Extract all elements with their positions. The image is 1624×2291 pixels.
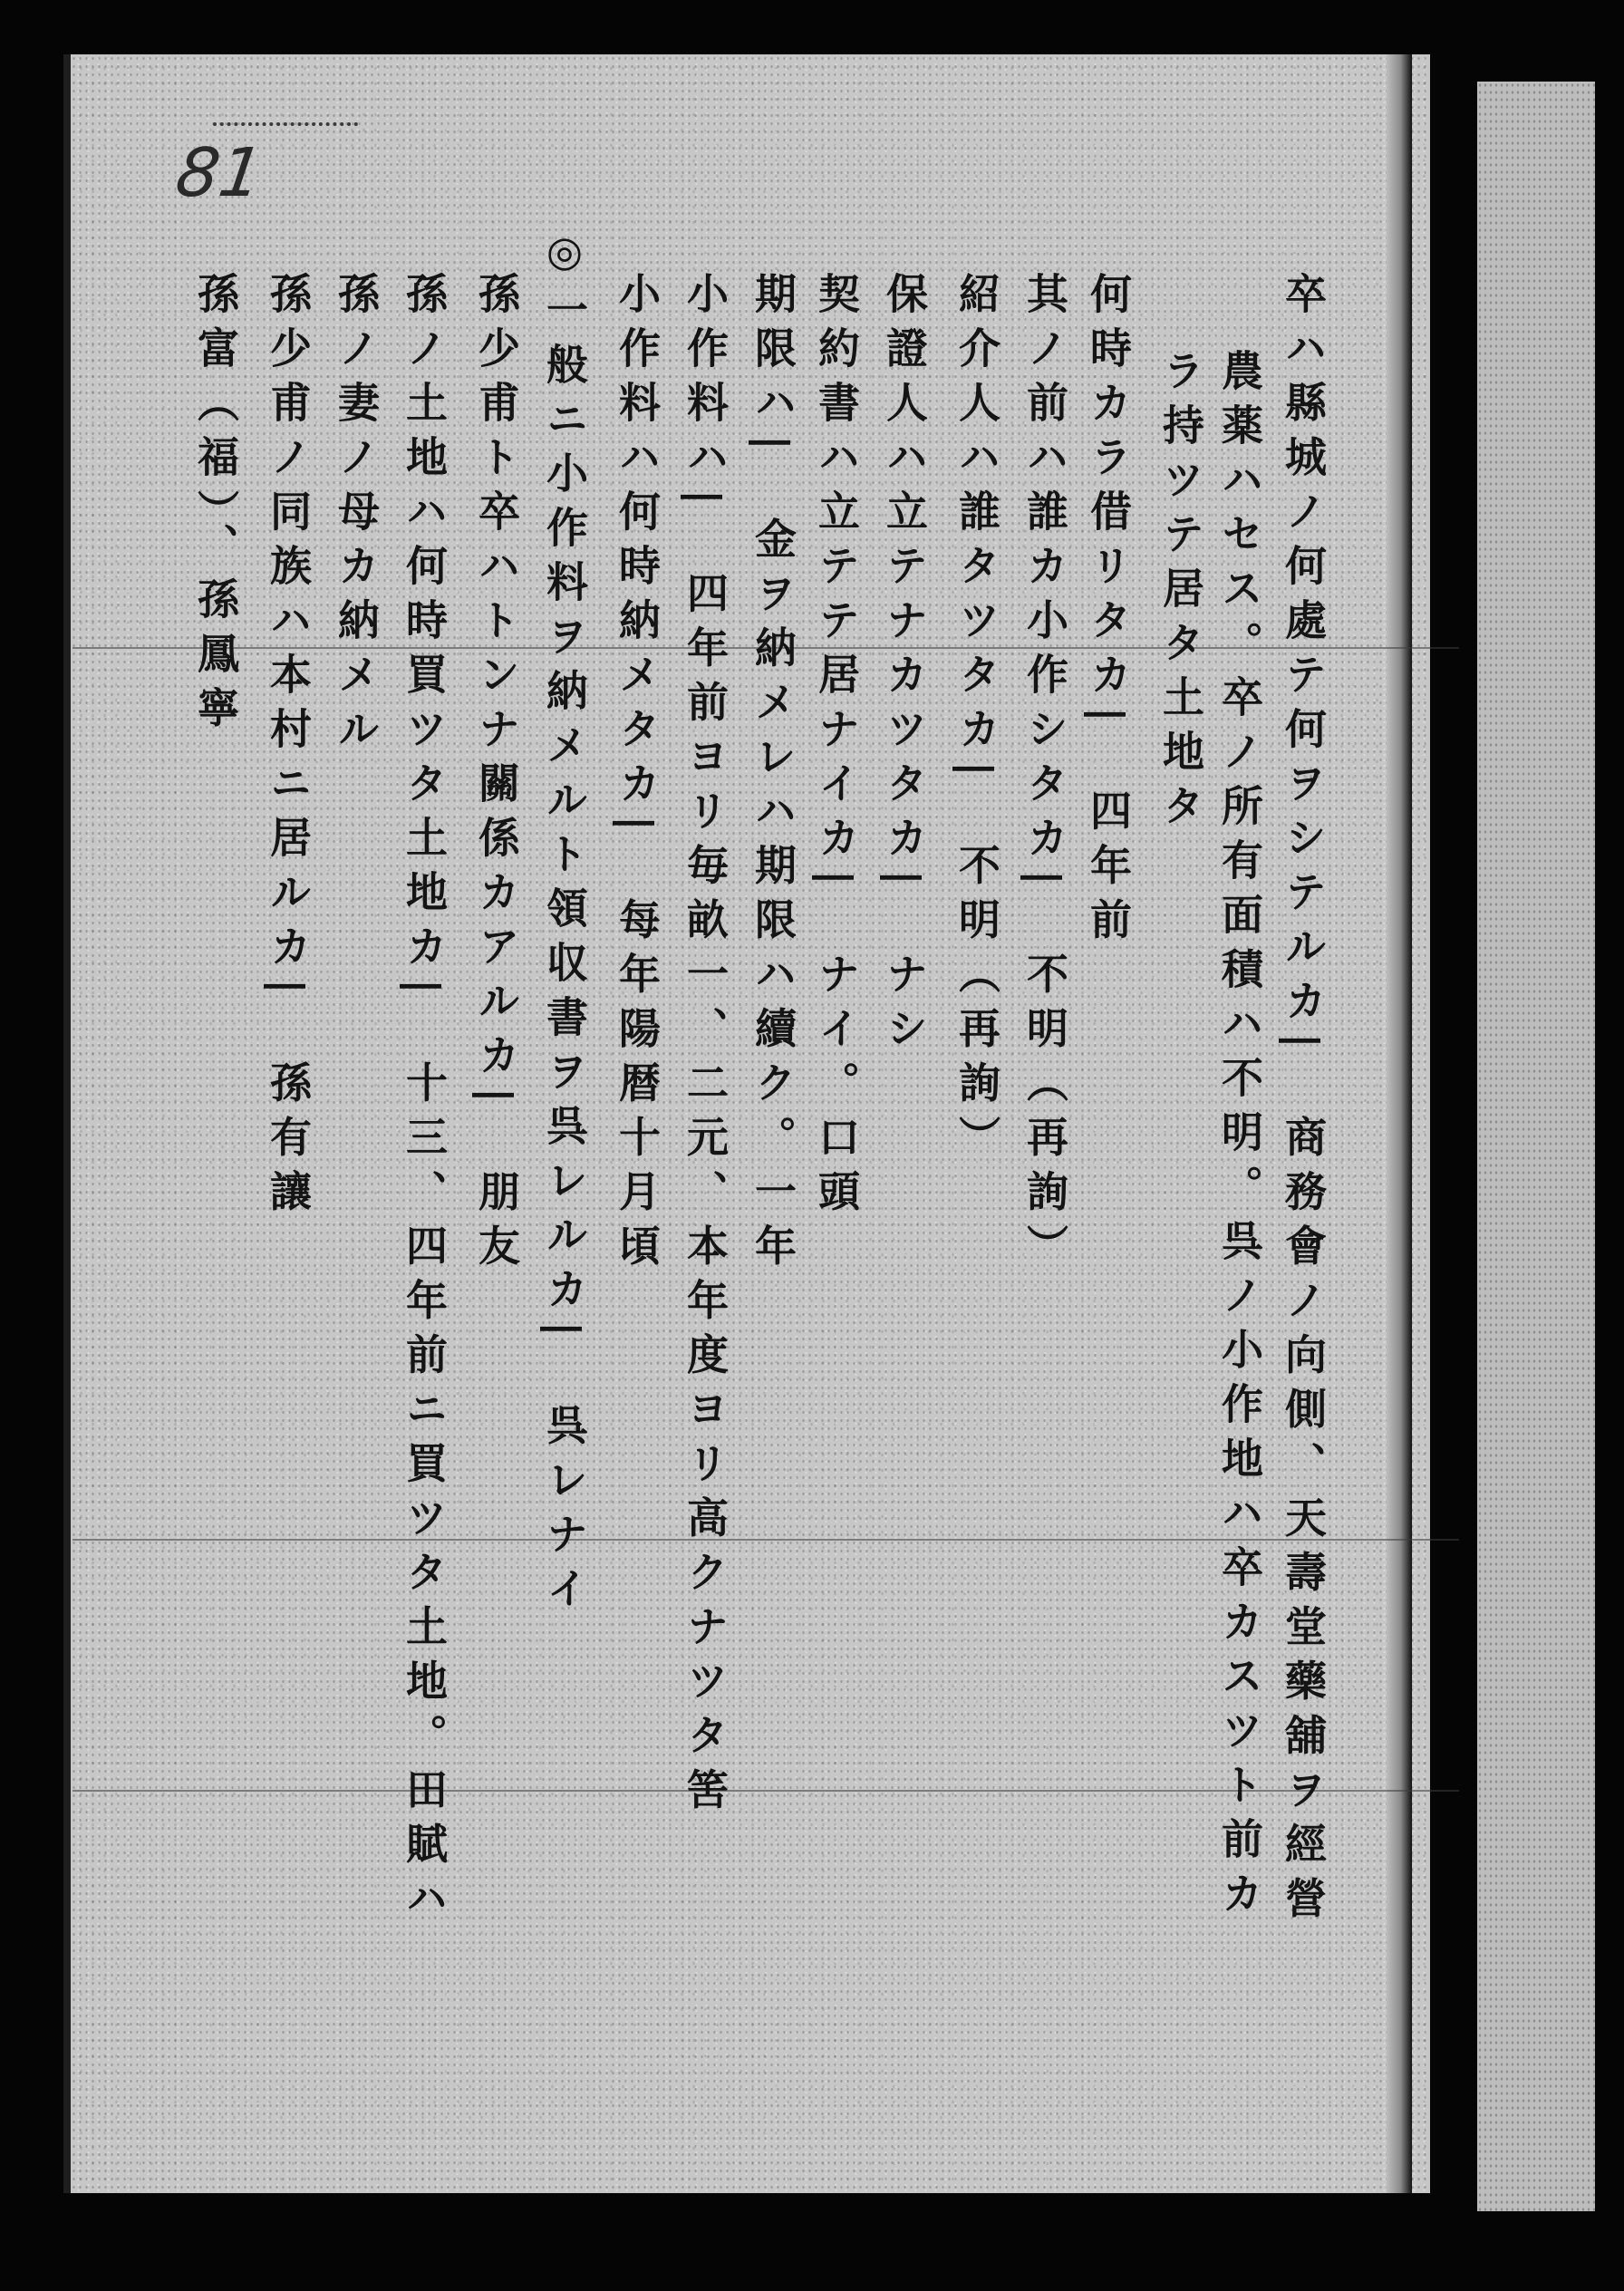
- adjacent-page-strip: [1477, 82, 1595, 2211]
- text-column: 孫富（福）、孫鳳寧: [191, 272, 240, 740]
- text-column: 孫少甫ノ同族ハ本村ニ居ルカ| 孫有讓: [264, 272, 313, 1224]
- text-column: 小作料ハ| 四年前ヨリ毎畝一、二元、本年度ヨリ高クナツタ筈: [681, 272, 730, 1822]
- text-column: 保證人ハ立テナカツタカ| ナシ: [880, 272, 929, 1061]
- text-column: 期限ハ| 金ヲ納メレハ期限ハ續ク。一年: [749, 272, 798, 1279]
- text-column: 卒ハ縣城ノ何處テ何ヲシテルカ| 商務會ノ向側、天壽堂藥舖ヲ經營: [1279, 272, 1328, 1931]
- text-column: 孫ノ妻ノ母カ納メル: [332, 272, 381, 761]
- text-column: 小作料ハ何時納メタカ| 每年陽暦十月頃: [613, 272, 662, 1279]
- text-column: 其ノ前ハ誰カ小作シタカ| 不明（再詢）: [1020, 272, 1069, 1279]
- text-column: 農薬ハセス。卒ノ所有面積ハ不明。呉ノ小作地ハ卒カスツト前カ: [1215, 349, 1264, 1926]
- text-column: 孫ノ土地ハ何時買ツタ土地カ| 十三、四年前ニ買ツタ土地。田賦ハ: [400, 272, 449, 1931]
- page-edge-shadow: [1387, 54, 1412, 2193]
- text-column: 紹介人ハ誰タツタカ| 不明（再詢）: [952, 272, 1001, 1170]
- text-column: 孫少甫ト卒ハトンナ關係カアルカ| 朋友: [472, 272, 521, 1279]
- text-column: ラ持ツテ居タ土地タ: [1156, 349, 1205, 838]
- pencil-mark: [213, 122, 358, 130]
- text-column: 何時カラ借リタカ| 四年前: [1084, 272, 1133, 952]
- text-column: ◎一般ニ小作料ヲ納メルト領収書ヲ呉レルカ| 呉レナイ: [540, 227, 589, 1621]
- text-column: 契約書ハ立テテ居ナイカ| ナイ。口頭: [812, 272, 861, 1224]
- page-number: 81: [170, 134, 268, 212]
